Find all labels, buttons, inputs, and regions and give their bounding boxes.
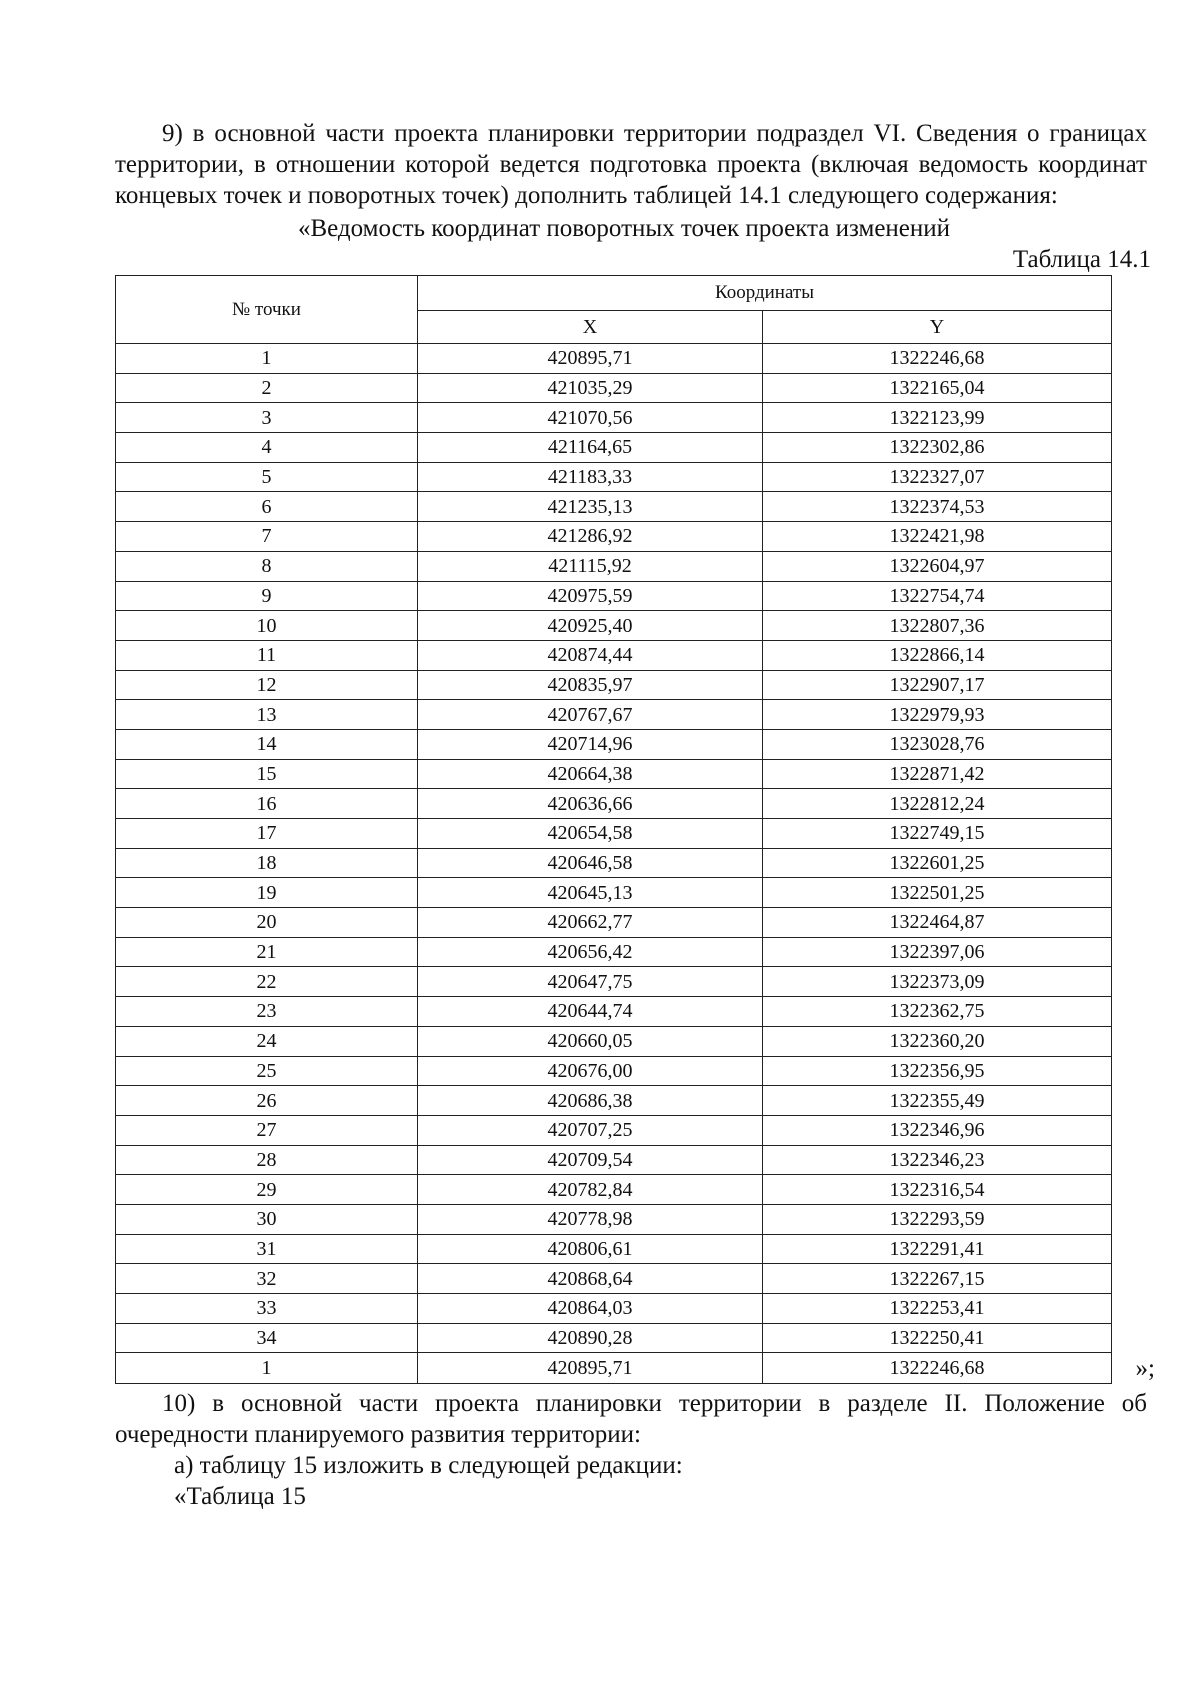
cell-point: 10 <box>116 611 418 641</box>
table-row <box>116 373 1112 403</box>
table-number: Таблица 14.1 <box>1012 246 1151 273</box>
cell-y: 1322871,42 <box>763 759 1112 789</box>
table-row <box>116 640 1112 670</box>
cell-y: 1322362,75 <box>763 997 1112 1027</box>
cell-y: 1322316,54 <box>763 1175 1112 1205</box>
paragraph-9: 9) в основной части проекта планировки территории подраздел VI. Сведения о границах территории, в отношении которой ведется подготовка проекта (включая ведомость координат концевых точек и поворотных точек) дополнить таблицей 14.1 следующего содержания: <box>115 120 1147 209</box>
cell-y: 1322246,68 <box>763 1353 1112 1384</box>
cell-x: 420895,71 <box>418 1353 763 1384</box>
cell-point: 17 <box>116 819 418 849</box>
cell-y: 1322302,86 <box>763 433 1112 463</box>
cell-x: 420664,38 <box>418 759 763 789</box>
table-row <box>116 492 1112 522</box>
table-row <box>116 878 1112 908</box>
table-closing-quote: »; <box>1135 1355 1155 1383</box>
cell-x: 420676,00 <box>418 1056 763 1086</box>
cell-y: 1322464,87 <box>763 908 1112 938</box>
cell-point: 23 <box>116 997 418 1027</box>
cell-point: 31 <box>116 1234 418 1264</box>
cell-x: 420806,61 <box>418 1234 763 1264</box>
cell-y: 1322293,59 <box>763 1204 1112 1234</box>
cell-y: 1322356,95 <box>763 1056 1112 1086</box>
cell-x: 421035,29 <box>418 373 763 403</box>
coordinates-table <box>115 275 1112 1384</box>
table-row <box>116 789 1112 819</box>
cell-y: 1322165,04 <box>763 373 1112 403</box>
cell-x: 420656,42 <box>418 937 763 967</box>
table-row <box>116 1115 1112 1145</box>
cell-y: 1322979,93 <box>763 700 1112 730</box>
cell-x: 420647,75 <box>418 967 763 997</box>
table-row <box>116 522 1112 552</box>
cell-y: 1322360,20 <box>763 1026 1112 1056</box>
cell-y: 1322374,53 <box>763 492 1112 522</box>
cell-point: 15 <box>116 759 418 789</box>
cell-x: 421183,33 <box>418 462 763 492</box>
cell-x: 420890,28 <box>418 1323 763 1353</box>
cell-point: 9 <box>116 581 418 611</box>
table-row <box>116 997 1112 1027</box>
table-row <box>116 581 1112 611</box>
cell-x: 421070,56 <box>418 403 763 433</box>
cell-x: 420645,13 <box>418 878 763 908</box>
cell-y: 1322291,41 <box>763 1234 1112 1264</box>
cell-y: 1322123,99 <box>763 403 1112 433</box>
cell-x: 420864,03 <box>418 1294 763 1324</box>
cell-x: 420636,66 <box>418 789 763 819</box>
cell-x: 420644,74 <box>418 997 763 1027</box>
cell-y: 1322907,17 <box>763 670 1112 700</box>
cell-x: 421115,92 <box>418 551 763 581</box>
table-row <box>116 433 1112 463</box>
cell-y: 1322346,23 <box>763 1145 1112 1175</box>
cell-x: 420662,77 <box>418 908 763 938</box>
cell-y: 1322501,25 <box>763 878 1112 908</box>
cell-point: 1 <box>116 1353 418 1384</box>
cell-x: 420660,05 <box>418 1026 763 1056</box>
cell-x: 420654,58 <box>418 819 763 849</box>
cell-point: 7 <box>116 522 418 552</box>
cell-x: 420714,96 <box>418 729 763 759</box>
cell-point: 5 <box>116 462 418 492</box>
table-row <box>116 462 1112 492</box>
table-row <box>116 848 1112 878</box>
cell-x: 420707,25 <box>418 1115 763 1145</box>
document-page <box>115 118 1155 1512</box>
table-row <box>116 1323 1112 1353</box>
table-row <box>116 1204 1112 1234</box>
cell-x: 420868,64 <box>418 1264 763 1294</box>
cell-y: 1322754,74 <box>763 581 1112 611</box>
table-row <box>116 729 1112 759</box>
table-row <box>116 1145 1112 1175</box>
table-title: «Ведомость координат поворотных точек проекта изменений <box>297 215 951 242</box>
cell-y: 1322327,07 <box>763 462 1112 492</box>
cell-y: 1322604,97 <box>763 551 1112 581</box>
cell-point: 21 <box>116 937 418 967</box>
cell-y: 1322807,36 <box>763 611 1112 641</box>
cell-x: 420874,44 <box>418 640 763 670</box>
cell-point: 29 <box>116 1175 418 1205</box>
table-body <box>116 344 1112 1384</box>
table-row <box>116 1026 1112 1056</box>
cell-x: 420895,71 <box>418 344 763 374</box>
coordinates-table-wrapper <box>115 275 1155 1384</box>
cell-point: 6 <box>116 492 418 522</box>
table-row <box>116 551 1112 581</box>
cell-point: 19 <box>116 878 418 908</box>
cell-point: 30 <box>116 1204 418 1234</box>
cell-y: 1322250,41 <box>763 1323 1112 1353</box>
table-row <box>116 1056 1112 1086</box>
header-y: Y <box>763 311 1112 344</box>
cell-x: 421164,65 <box>418 433 763 463</box>
cell-point: 27 <box>116 1115 418 1145</box>
table-row <box>116 819 1112 849</box>
cell-y: 1322355,49 <box>763 1086 1112 1116</box>
cell-x: 420686,38 <box>418 1086 763 1116</box>
cell-point: 25 <box>116 1056 418 1086</box>
cell-x: 420778,98 <box>418 1204 763 1234</box>
table-row <box>116 670 1112 700</box>
table-row <box>116 1264 1112 1294</box>
cell-point: 28 <box>116 1145 418 1175</box>
cell-y: 1322346,96 <box>763 1115 1112 1145</box>
table-row <box>116 908 1112 938</box>
table-row <box>116 967 1112 997</box>
cell-x: 420975,59 <box>418 581 763 611</box>
cell-y: 1322246,68 <box>763 344 1112 374</box>
cell-y: 1322866,14 <box>763 640 1112 670</box>
header-x: X <box>418 311 763 344</box>
table-row <box>116 1175 1112 1205</box>
cell-x: 420925,40 <box>418 611 763 641</box>
cell-point: 8 <box>116 551 418 581</box>
cell-point: 24 <box>116 1026 418 1056</box>
cell-y: 1323028,76 <box>763 729 1112 759</box>
cell-point: 32 <box>116 1264 418 1294</box>
cell-y: 1322601,25 <box>763 848 1112 878</box>
cell-x: 420782,84 <box>418 1175 763 1205</box>
cell-x: 420646,58 <box>418 848 763 878</box>
item-a: а) таблицу 15 изложить в следующей редакции: <box>174 1452 683 1480</box>
header-point-number: № точки <box>116 276 418 344</box>
cell-point: 11 <box>116 640 418 670</box>
cell-point: 12 <box>116 670 418 700</box>
cell-point: 14 <box>116 729 418 759</box>
table-row <box>116 611 1112 641</box>
table-row <box>116 344 1112 374</box>
table-row <box>116 759 1112 789</box>
header-coordinates: Координаты <box>418 276 1112 311</box>
cell-x: 421286,92 <box>418 522 763 552</box>
cell-x: 420835,97 <box>418 670 763 700</box>
cell-point: 18 <box>116 848 418 878</box>
table-row <box>116 403 1112 433</box>
table-row <box>116 937 1112 967</box>
cell-x: 420767,67 <box>418 700 763 730</box>
table-row <box>116 700 1112 730</box>
cell-y: 1322267,15 <box>763 1264 1112 1294</box>
cell-y: 1322397,06 <box>763 937 1112 967</box>
cell-point: 2 <box>116 373 418 403</box>
cell-x: 420709,54 <box>418 1145 763 1175</box>
cell-point: 3 <box>116 403 418 433</box>
cell-y: 1322421,98 <box>763 522 1112 552</box>
cell-point: 13 <box>116 700 418 730</box>
cell-point: 4 <box>116 433 418 463</box>
cell-y: 1322812,24 <box>763 789 1112 819</box>
cell-x: 421235,13 <box>418 492 763 522</box>
cell-point: 20 <box>116 908 418 938</box>
cell-point: 34 <box>116 1323 418 1353</box>
cell-point: 16 <box>116 789 418 819</box>
table-row <box>116 1353 1112 1384</box>
table-row <box>116 1234 1112 1264</box>
table-row <box>116 1086 1112 1116</box>
paragraph-10: 10) в основной части проекта планировки территории в разделе II. Положение об очередности планируемого развития территории: <box>115 1390 1147 1449</box>
cell-point: 26 <box>116 1086 418 1116</box>
cell-point: 33 <box>116 1294 418 1324</box>
table-15-label: «Таблица 15 <box>174 1483 306 1511</box>
table-row <box>116 1294 1112 1324</box>
cell-y: 1322373,09 <box>763 967 1112 997</box>
cell-y: 1322253,41 <box>763 1294 1112 1324</box>
cell-point: 22 <box>116 967 418 997</box>
cell-point: 1 <box>116 344 418 374</box>
cell-y: 1322749,15 <box>763 819 1112 849</box>
